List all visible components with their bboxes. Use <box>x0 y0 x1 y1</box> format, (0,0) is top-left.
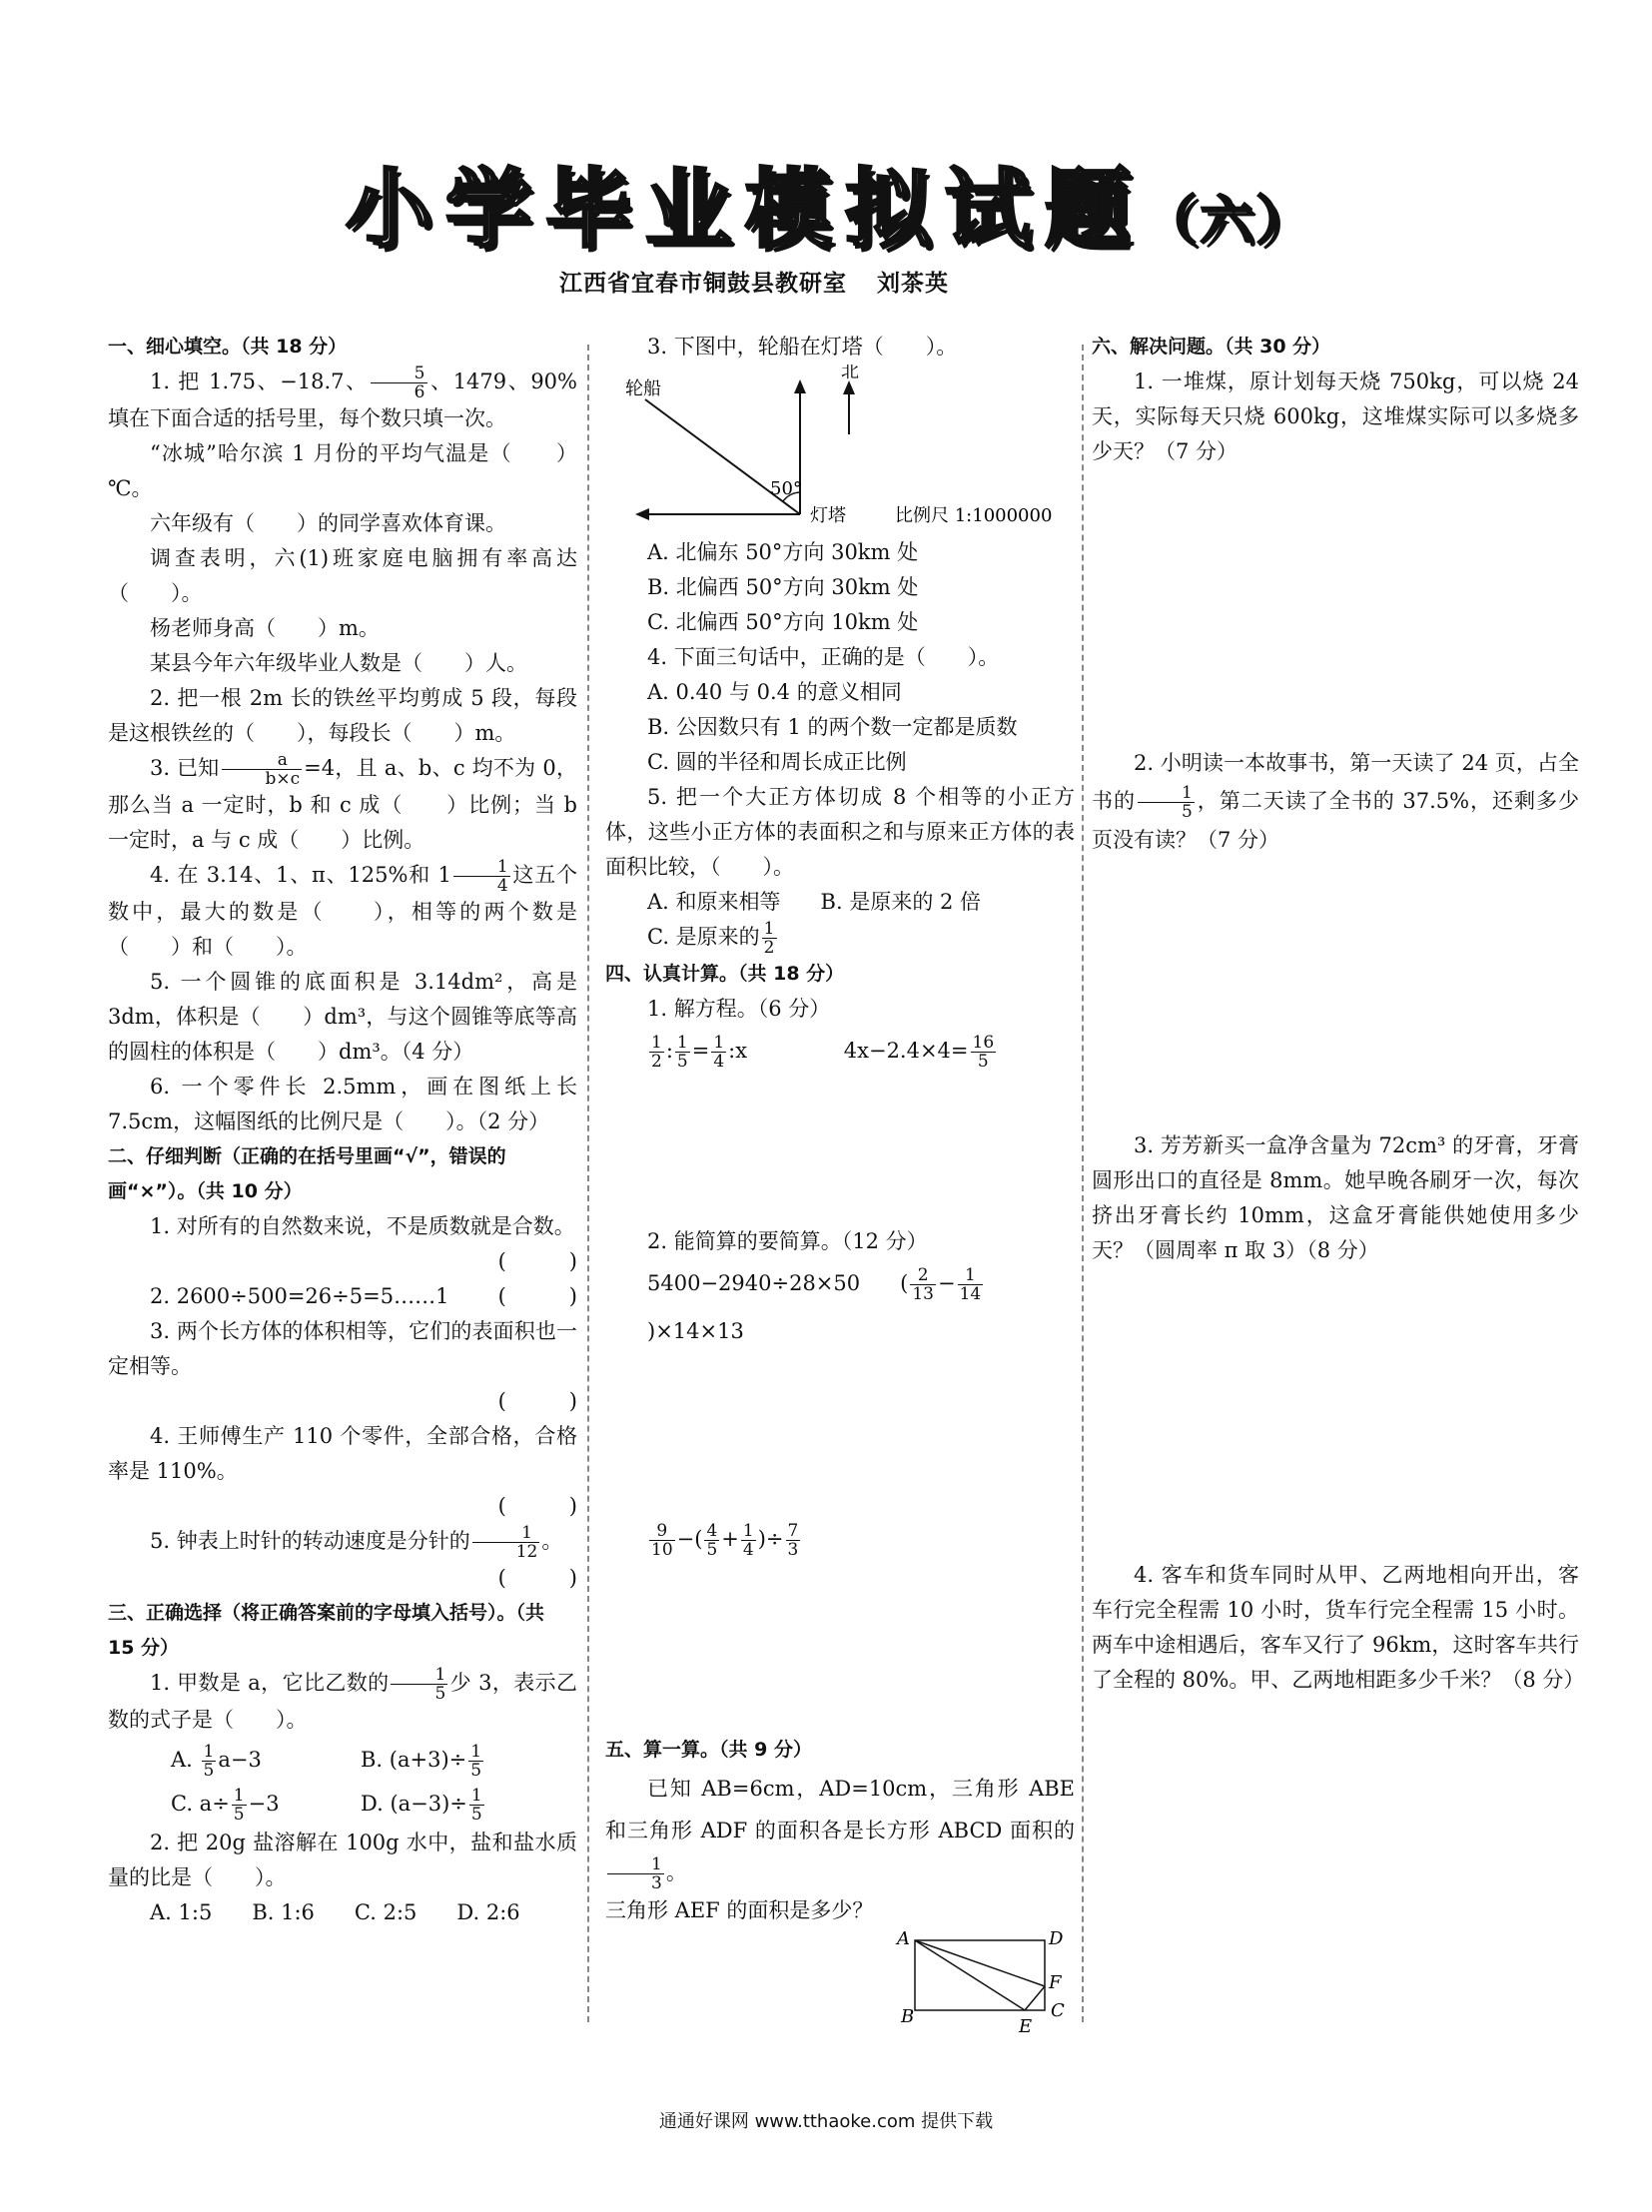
question: 1. 把 1.75、−18.7、 $\frac{5}{6}$ 、1479、90%填在下面合适的括号里，每个数只填一次。 <box>108 364 577 430</box>
question: 2. 把 20g 盐溶解在 100g 水中，盐和盐水质量的比是（ ）。 <box>108 1831 577 1889</box>
svg-text:C: C <box>1051 2000 1065 2021</box>
question: 调查表明，六(1)班家庭电脑拥有率高达（ ）。 <box>108 546 577 605</box>
question: 5. 钟表上时针的转动速度是分针的 $\frac{1}{12}$ 。 <box>150 1523 563 1562</box>
option: A. 北偏东 50°方向 30km 处 <box>647 540 919 564</box>
section-5-heading: 五、算一算。（共 9 分） <box>605 1739 812 1761</box>
question: 4. 下面三句话中，正确的是（ ）。 <box>647 645 1000 669</box>
question: 某县今年六年级毕业人数是（ ）人。 <box>150 651 527 675</box>
option: C. 圆的半径和周长成正比例 <box>647 750 907 774</box>
column-3 <box>1092 330 1585 1698</box>
question: 5. 把一个大正方体切成 8 个相等的小正方体，这些小正方体的表面积之和与原来正方体的表面积比较，（ ）。 <box>605 785 1075 879</box>
option: C. 北偏西 50°方向 10km 处 <box>647 610 919 634</box>
svg-text:E: E <box>1019 2016 1033 2037</box>
section-2-heading: 二、仔细判断（正确的在括号里画“√”，错误的画“×”）。（共 10 分） <box>108 1145 506 1202</box>
answer-paren[interactable]: ( ) <box>497 1389 577 1413</box>
footer: 通通好课网 www.tthaoke.com 提供下载 <box>658 2111 994 2132</box>
author-line: 江西省宜春市铜鼓县教研室 刘茶英 <box>559 270 949 297</box>
column-1 <box>108 330 577 1930</box>
question: 2. 把一根 2m 长的铁丝平均剪成 5 段，每段是这根铁丝的（ ），每段长（ ）m。 <box>108 686 577 745</box>
question: 3. 芳芳新买一盒净含量为 72cm³ 的牙膏，牙膏圆形出口的直径是 8mm。她早晚各刷牙一次，每次挤出牙膏长约 10mm，这盒牙膏能供她使用多少天？（圆周率 π 取 3）（8 分） <box>1092 1133 1579 1262</box>
direction-diagram <box>605 365 1065 524</box>
svg-text:轮船: 轮船 <box>625 378 661 399</box>
section-4-heading: 四、认真计算。（共 18 分） <box>605 963 845 985</box>
answer-paren[interactable]: ( ) <box>497 1494 577 1518</box>
question: 3. 下图中，轮船在灯塔（ ）。 <box>647 335 958 359</box>
svg-text:D: D <box>1049 1928 1064 1949</box>
question: 1. 一堆煤，原计划每天烧 750kg，可以烧 24 天，实际每天只烧 600kg，这堆煤实际可以多烧多少天？（7 分） <box>1092 369 1579 463</box>
question: 3. 已知 $\frac{a}{b\times c}$ =4，且 a、b、c 均不为 0，那么当 a 一定时，b 和 c 成（ ）比例；当 b 一定时，a 与 c 成（ ）比例。 <box>108 750 577 852</box>
svg-text:F: F <box>1049 1972 1062 1993</box>
section-1-heading: 一、细心填空。（共 18 分） <box>108 336 348 358</box>
question: 4. 客车和货车同时从甲、乙两地相向开出，客车行完全程需 10 小时，货车行完全程需 15 小时。两车中途相遇后，客车又行了 96km，这时客车共行了全程的 80%。甲、乙两地相距多少千米？（8 分） <box>1092 1563 1585 1692</box>
option: B. 公因数只有 1 的两个数一定都是质数 <box>647 715 1018 739</box>
section-6-heading: 六、解决问题。（共 30 分） <box>1092 336 1331 358</box>
question: 1. 对所有的自然数来说，不是质数就是合数。 <box>150 1214 575 1238</box>
question: 6. 一个零件长 2.5mm，画在图纸上长 7.5cm，这幅图纸的比例尺是（ ）。（2 分） <box>108 1075 577 1133</box>
question: 5. 一个圆锥的底面积是 3.14dm²，高是 3dm，体积是（ ）dm³，与这个圆锥等底等高的圆柱的体积是（ ）dm³。（4 分） <box>108 970 577 1064</box>
column-2 <box>605 330 1075 2049</box>
rectangle-figure <box>605 1928 1065 2038</box>
question: 三角形 AEF 的面积是多少？ <box>605 1898 874 1922</box>
calc-row: 5400−2940÷28×50 ( $\frac{2}{13}$ − $\frac{1}{14}$ )×14×13 <box>647 1265 982 1343</box>
answer-paren[interactable]: ( ) <box>497 1249 577 1273</box>
answer-paren[interactable]: ( ) <box>497 1566 577 1590</box>
question: 3. 两个长方体的体积相等，它们的表面积也一定相等。 <box>108 1319 577 1378</box>
column-divider <box>1082 345 1084 2022</box>
question: 1. 甲数是 a，它比乙数的 $\frac{1}{5}$ 少 3，表示乙数的式子是（ ）。 <box>108 1665 577 1732</box>
question: 2. 能简算的要简算。（12 分） <box>647 1229 928 1253</box>
equations: $\frac{1}{2}$ : $\frac{1}{5}$ = $\frac{1}{4}$ :x 4x−2.4×4= $\frac{16}{5}$ <box>651 1033 995 1072</box>
question: 2. 2600÷500=26÷5=5……1 ( ) <box>150 1284 577 1308</box>
svg-text:A: A <box>897 1928 910 1949</box>
calc-row: $\frac{9}{10}$ −( $\frac{4}{5}$ + $\frac{1}{4}$ )÷ $\frac{7}{3}$ <box>651 1521 799 1560</box>
option: A. 0.40 与 0.4 的意义相同 <box>647 680 902 704</box>
page-title: 小学毕业模拟试题（六） <box>345 160 1312 260</box>
section-3-heading: 三、正确选择（将正确答案前的字母填入括号）。（共 15 分） <box>108 1602 545 1659</box>
question: 1. 解方程。（6 分） <box>647 997 831 1021</box>
options: A. 和原来相等 B. 是原来的 2 倍 <box>647 890 982 914</box>
question: 六年级有（ ）的同学喜欢体育课。 <box>150 511 506 535</box>
option: C. 是原来的 $\frac{1}{2}$ <box>647 919 775 958</box>
options: A. 1:5 B. 1:6 C. 2:5 D. 2:6 <box>150 1900 520 1924</box>
question: 4. 在 3.14、1、π、125%和 1 $\frac{1}{4}$ 这五个数中，最大的数是（ ），相等的两个数是（ ）和（ ）。 <box>108 857 577 959</box>
question: 已知 AB=6cm，AD=10cm，三角形 ABE 和三角形 ADF 的面积各是长方形 ABCD 面积的 $\frac{1}{3}$ 。 <box>605 1777 1075 1893</box>
svg-text:灯塔: 灯塔 <box>810 505 846 524</box>
svg-text:50°: 50° <box>770 478 802 499</box>
svg-text:北: 北 <box>841 365 859 382</box>
question: 2. 小明读一本故事书，第一天读了 24 页，占全书的 $\frac{1}{5}$ ，第二天读了全书的 37.5%，还剩多少页没有读？（7 分） <box>1092 751 1580 852</box>
question: 杨老师身高（ ）m。 <box>150 616 380 640</box>
option: B. 北偏西 50°方向 30km 处 <box>647 575 919 599</box>
question: 4. 王师傅生产 110 个零件，全部合格，合格率是 110%。 <box>108 1424 577 1483</box>
svg-text:B: B <box>901 2006 915 2027</box>
options: A. $\frac{1}{5}$ a−3 B. (a+3)÷ $\frac{1}{5}$ C. a÷ $\frac{1}{5}$ −3 D. (a−3)÷ $\frac{1}{5}$ <box>171 1742 482 1825</box>
svg-text:比例尺 1:1000000: 比例尺 1:1000000 <box>895 505 1053 524</box>
column-divider <box>587 345 589 2022</box>
question: “冰城”哈尔滨 1 月份的平均气温是（ ）℃。 <box>108 441 577 500</box>
